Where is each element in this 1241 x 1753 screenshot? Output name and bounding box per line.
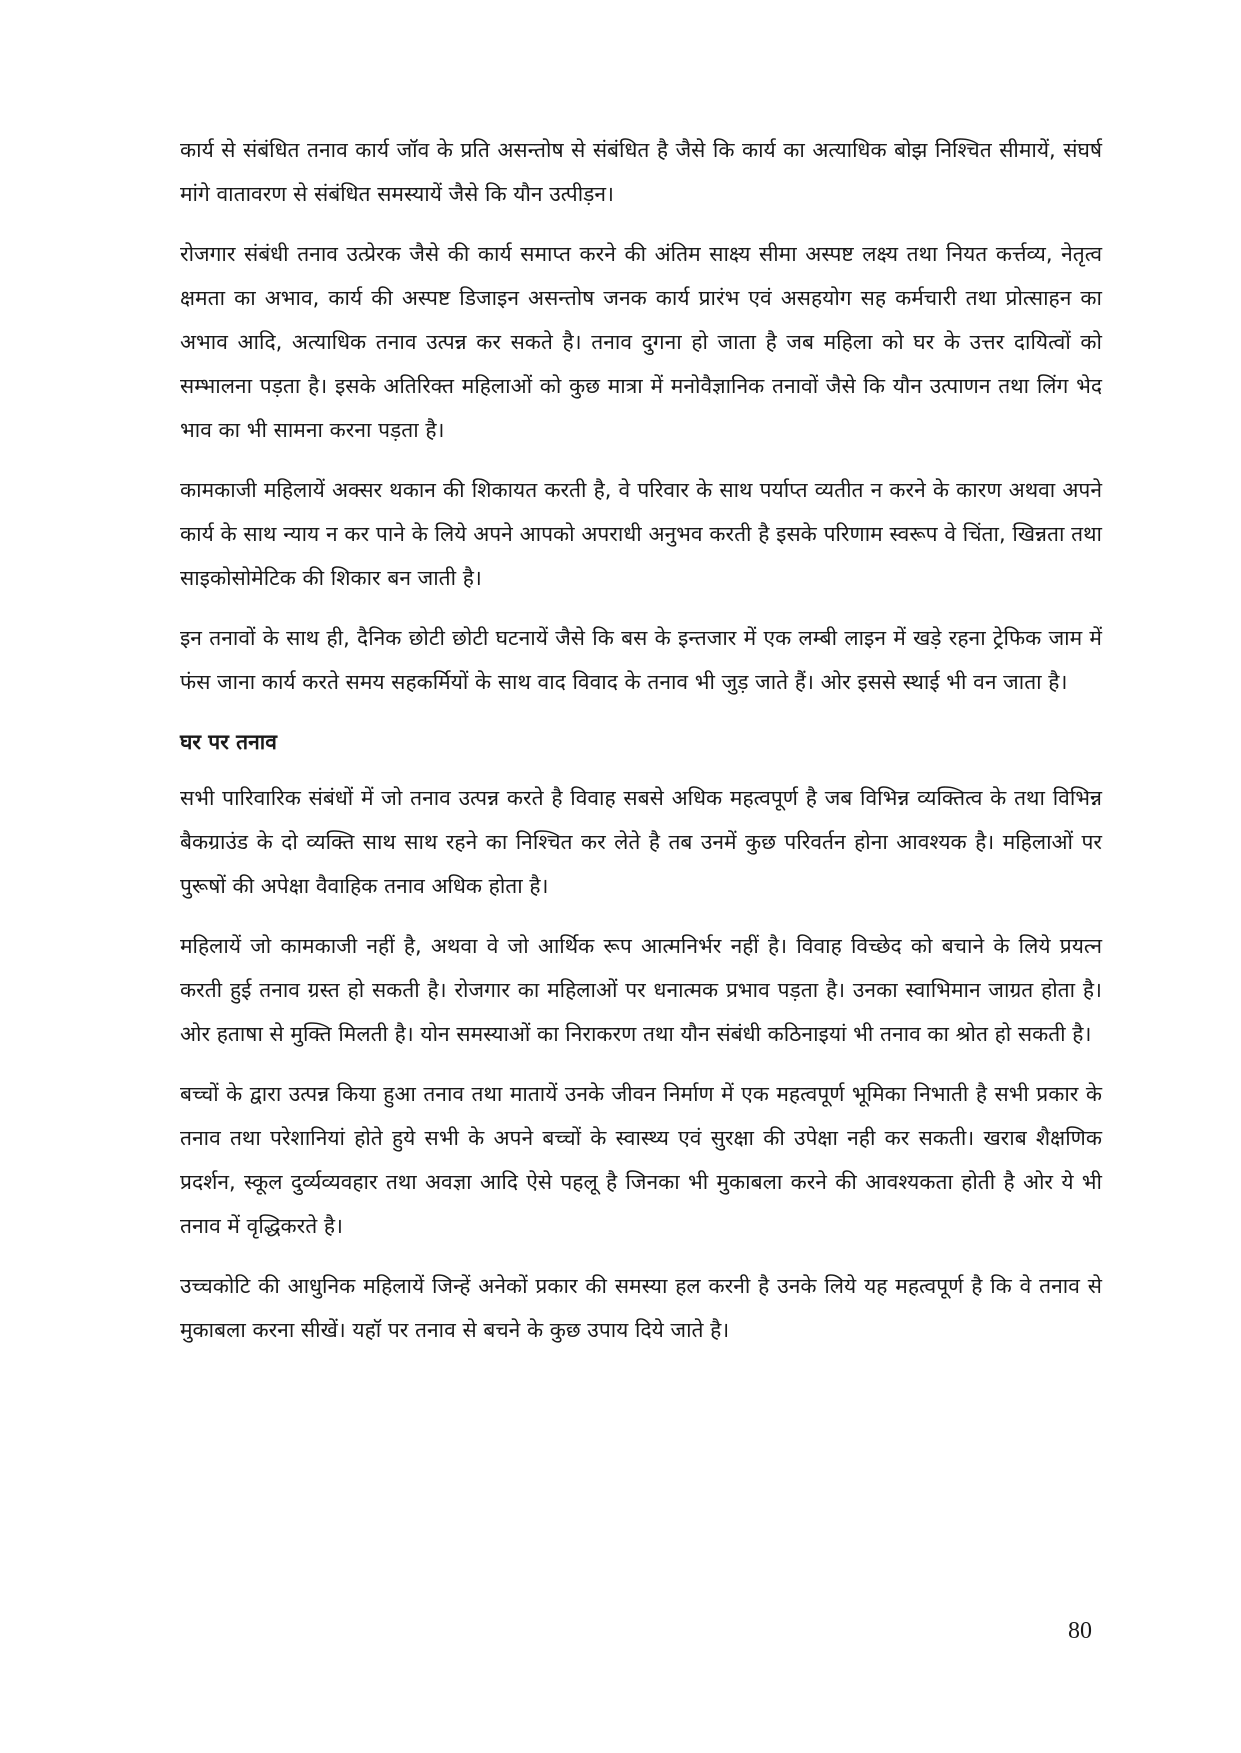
paragraph-non-working-women: महिलायें जो कामकाजी नहीं है, अथवा वे जो आर्थिक रूप आत्मनिर्भर नहीं है। विवाह विच्छेद को बचाने के लिये प्रयत्न करती हुई तनाव ग्रस्त हो सकती है। रोजगार का महिलाओं पर धनात्मक प्रभाव पड़ता है। उनका स्वाभिमान जाग्रत होता है। ओर हताषा से मुक्ति मिलती है। योन समस्याओं का निराकरण तथा यौन संबंधी कठिनाइयां भी तनाव का श्रोत हो सकती है। bbox=[180, 934, 1102, 1046]
section-heading: घर पर तनाव bbox=[180, 730, 277, 754]
paragraph-children-stress: बच्चों के द्वारा उत्पन्न किया हुआ तनाव तथा मातायें उनके जीवन निर्माण में एक महत्वपूर्ण भूमिका निभाती है सभी प्रकार के तनाव तथा परेशानियां होते हुये सभी के अपने बच्चों के स्वास्थ्य एवं सुरक्षा की उपेक्षा नही कर सकती। खराब शैक्षणिक प्रदर्शन, स्कूल दुर्व्यव्यवहार तथा अवज्ञा आदि ऐसे पहलू है जिनका भी मुकाबला करने की आवश्यकता होती है ओर ये भी तनाव में वृद्धिकरते है। bbox=[180, 1082, 1102, 1238]
paragraph-working-women-fatigue: कामकाजी महिलायें अक्सर थकान की शिकायत करती है, वे परिवार के साथ पर्याप्त व्यतीत न करने के कारण अथवा अपने कार्य के साथ न्याय न कर पाने के लिये अपने आपको अपराधी अनुभव करती है इसके परिणाम स्वरूप वे चिंता, खिन्नता तथा साइकोसोमेटिक की शिकार बन जाती है। bbox=[180, 478, 1102, 590]
paragraph-marriage-stress: सभी पारिवारिक संबंधों में जो तनाव उत्पन्न करते है विवाह सबसे अधिक महत्वपूर्ण है जब विभिन्न व्यक्तित्व के तथा विभिन्न बैकग्राउंड के दो व्यक्ति साथ साथ रहने का निश्चित कर लेते है तब उनमें कुछ परिवर्तन होना आवश्यक है। महिलाओं पर पुरूषों की अपेक्षा वैवाहिक तनाव अधिक होता है। bbox=[180, 786, 1102, 898]
paragraph-daily-events: इन तनावों के साथ ही, दैनिक छोटी छोटी घटनायें जैसे कि बस के इन्तजार में एक लम्बी लाइन में खड़े रहना ट्रेफिक जाम में फंस जाना कार्य करते समय सहकर्मियों के साथ वाद विवाद के तनाव भी जुड़ जाते हैं। ओर इससे स्थाई भी वन जाता है। bbox=[180, 626, 1102, 694]
document-body bbox=[180, 128, 1102, 1368]
paragraph-modern-women: उच्चकोटि की आधुनिक महिलायें जिन्हें अनेकों प्रकार की समस्या हल करनी है उनके लिये यह महत्वपूर्ण है कि वे तनाव से मुकाबला करना सीखें। यहॉ पर तनाव से बचने के कुछ उपाय दिये जाते है। bbox=[180, 1274, 1102, 1342]
paragraph-employment-stress: रोजगार संबंधी तनाव उत्प्रेरक जैसे की कार्य समाप्त करने की अंतिम साक्ष्य सीमा अस्पष्ट लक्ष्य तथा नियत कर्त्तव्य, नेतृत्व क्षमता का अभाव, कार्य की अस्पष्ट डिजाइन असन्तोष जनक कार्य प्रारंभ एवं असहयोग सह कर्मचारी तथा प्रोत्साहन का अभाव आदि, अत्याधिक तनाव उत्पन्न कर सकते है। तनाव दुगना हो जाता है जब महिला को घर के उत्तर दायित्वों को सम्भालना पड़ता है। इसके अतिरिक्त महिलाओं को कुछ मात्रा में मनोवैज्ञानिक तनावों जैसे कि यौन उत्पाणन तथा लिंग भेद भाव का भी सामना करना पड़ता है। bbox=[180, 242, 1102, 442]
page-number: 80 bbox=[1068, 1618, 1092, 1644]
paragraph-work-stress: कार्य से संबंधित तनाव कार्य जॉव के प्रति असन्तोष से संबंधित है जैसे कि कार्य का अत्याधिक बोझ निश्चित सीमायें, संघर्ष मांगे वातावरण से संबंधित समस्यायें जैसे कि यौन उत्पीड़न। bbox=[180, 138, 1102, 206]
